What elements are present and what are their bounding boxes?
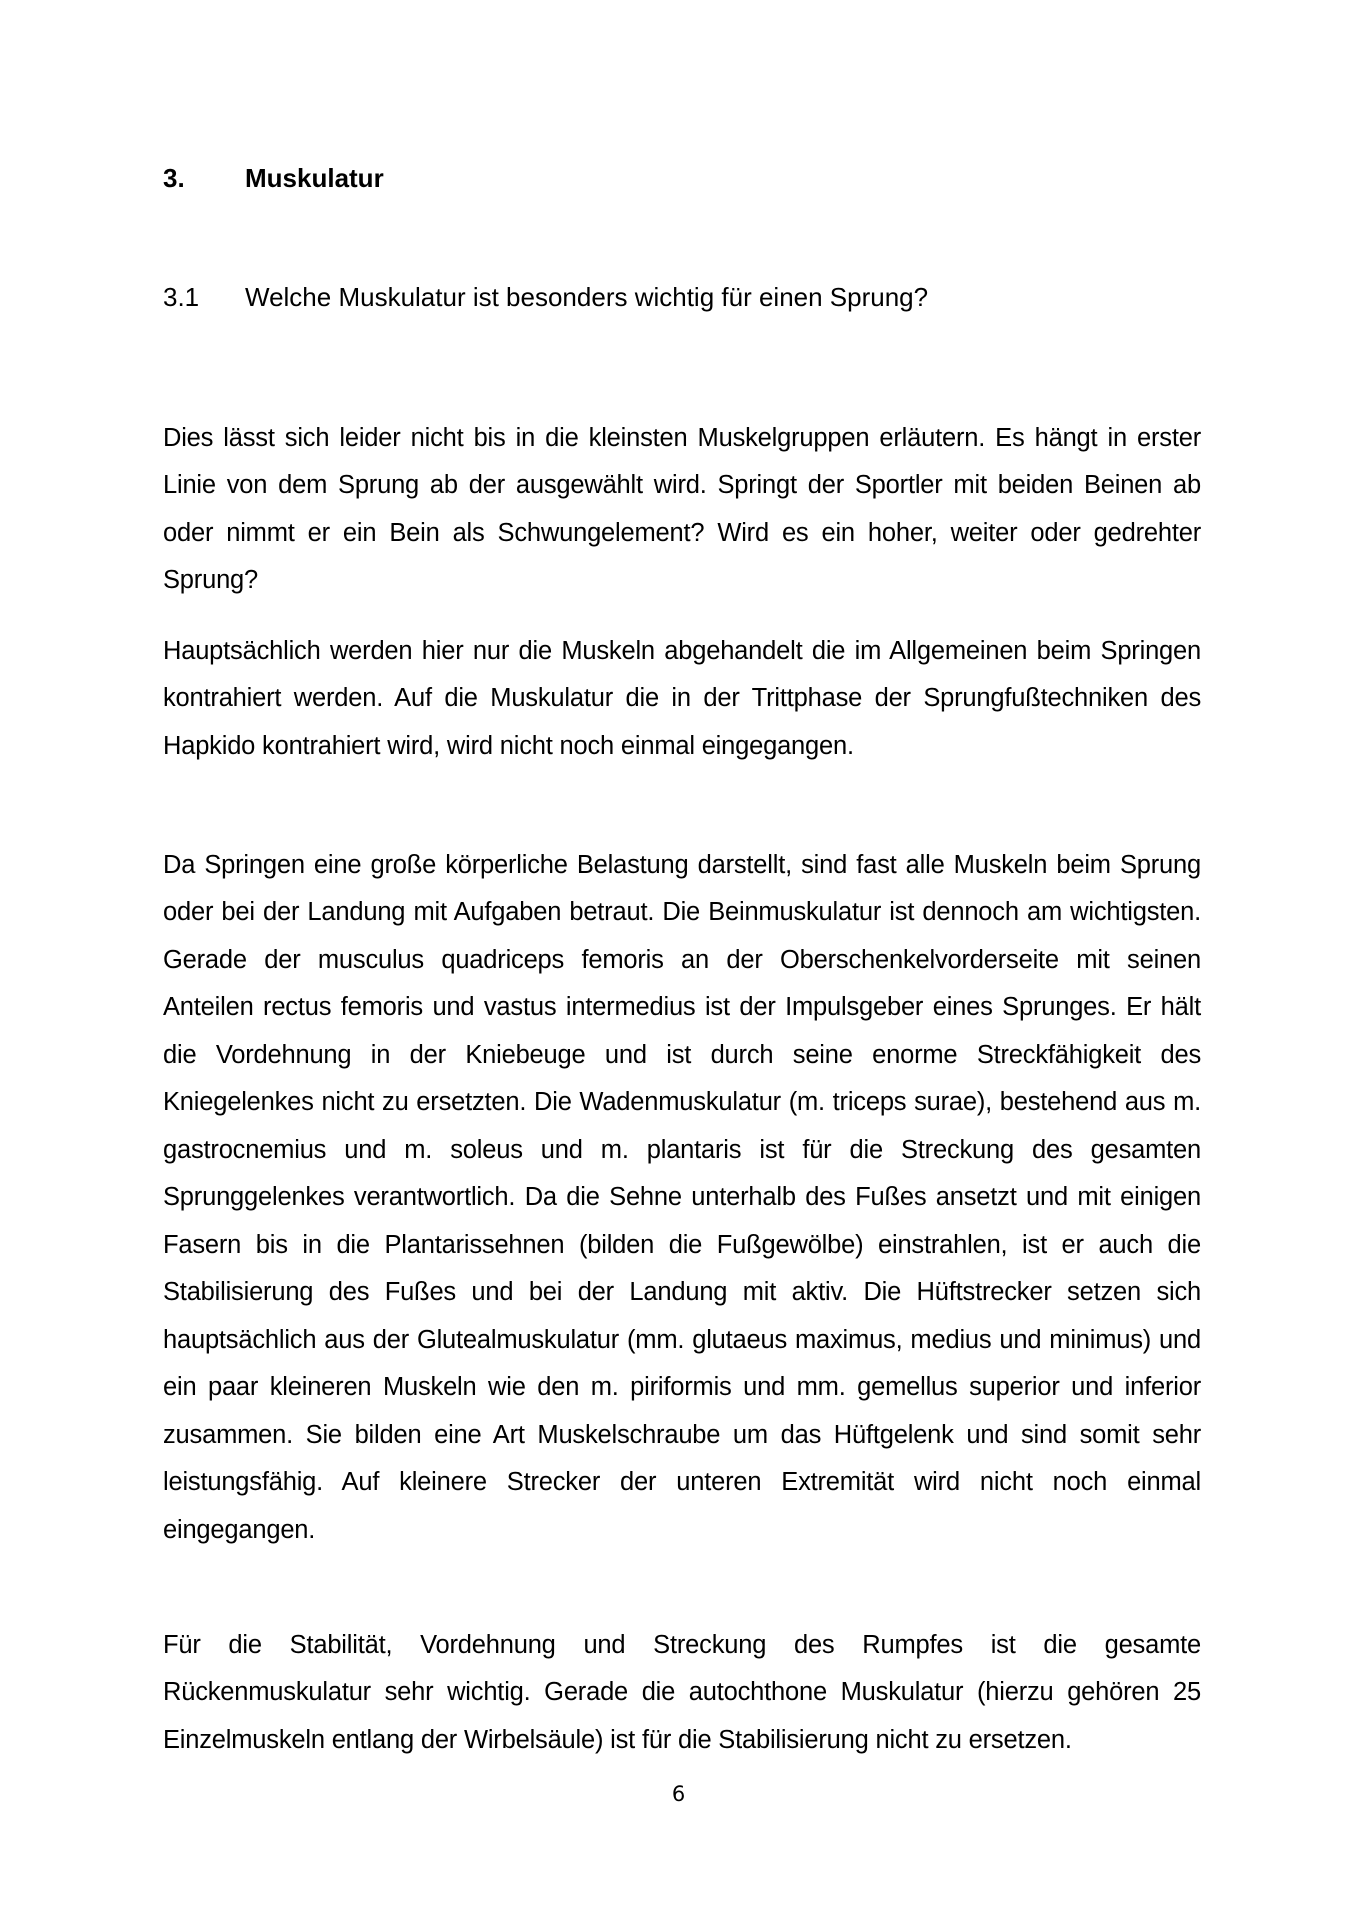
subsection-title: Welche Muskulatur ist besonders wichtig für einen Sprung? — [245, 282, 929, 312]
subsection-heading — [163, 279, 928, 315]
paragraph-3: Da Springen eine große körperliche Belastung darstellt, sind fast alle Muskeln beim Sprung oder bei der Landung mit Aufgaben betraut. Die Beinmuskulatur ist dennoch am wichtigsten. Gerade der musculus quadriceps femoris an der Oberschenkelvorderseite mit seinen Anteilen rectus femoris und vastus intermedius ist der Impulsgeber eines Sprunges. Er hält die Vordehnung in der Kniebeuge und ist durch seine enorme Streckfähigkeit des Kniegelenkes nicht zu ersetzten. Die Wadenmuskulatur (m. triceps surae), bestehend aus m. gastrocnemius und m. soleus und m. plantaris ist für die Streckung des gesamten Sprunggelenkes verantwortlich. Da die Sehne unterhalb des Fußes ansetzt und mit einigen Fasern bis in die Plantarissehnen (bilden die Fußgewölbe) einstrahlen, ist er auch die Stabilisierung des Fußes und bei der Landung mit aktiv. Die Hüftstrecker setzen sich hauptsächlich aus der Glutealmuskulatur (mm. glutaeus maximus, medius und minimus) und ein paar kleineren Muskeln wie den m. piriformis und mm. gemellus superior und inferior zusammen. Sie bilden eine Art Muskelschraube um das Hüftgelenk und sind somit sehr leistungsfähig. Auf kleinere Strecker der unteren Extremität wird nicht noch einmal eingegangen. — [163, 850, 1201, 1544]
section-number: 3. — [163, 163, 185, 193]
paragraph-4: Für die Stabilität, Vordehnung und Streckung des Rumpfes ist die gesamte Rückenmuskulatur sehr wichtig. Gerade die autochthone Muskulatur (hierzu gehören 25 Einzelmuskeln entlang der Wirbelsäule) ist für die Stabilisierung nicht zu ersetzen. — [163, 1630, 1201, 1754]
page-number: 6 — [671, 1782, 686, 1806]
paragraph-2: Hauptsächlich werden hier nur die Muskeln abgehandelt die im Allgemeinen beim Springen kontrahiert werden. Auf die Muskulatur die in der Trittphase der Sprungfußtechniken des Hapkido kontrahiert wird, wird nicht noch einmal eingegangen. — [163, 636, 1201, 760]
paragraph-1: Dies lässt sich leider nicht bis in die kleinsten Muskelgruppen erläutern. Es hängt in erster Linie von dem Sprung ab der ausgewählt wird. Springt der Sportler mit beiden Beinen ab oder nimmt er ein Bein als Schwungelement? Wird es ein hoher, weiter oder gedrehter Sprung? — [163, 423, 1201, 594]
subsection-number: 3.1 — [163, 282, 200, 312]
section-title: Muskulatur — [245, 163, 384, 193]
section-heading — [163, 160, 384, 196]
